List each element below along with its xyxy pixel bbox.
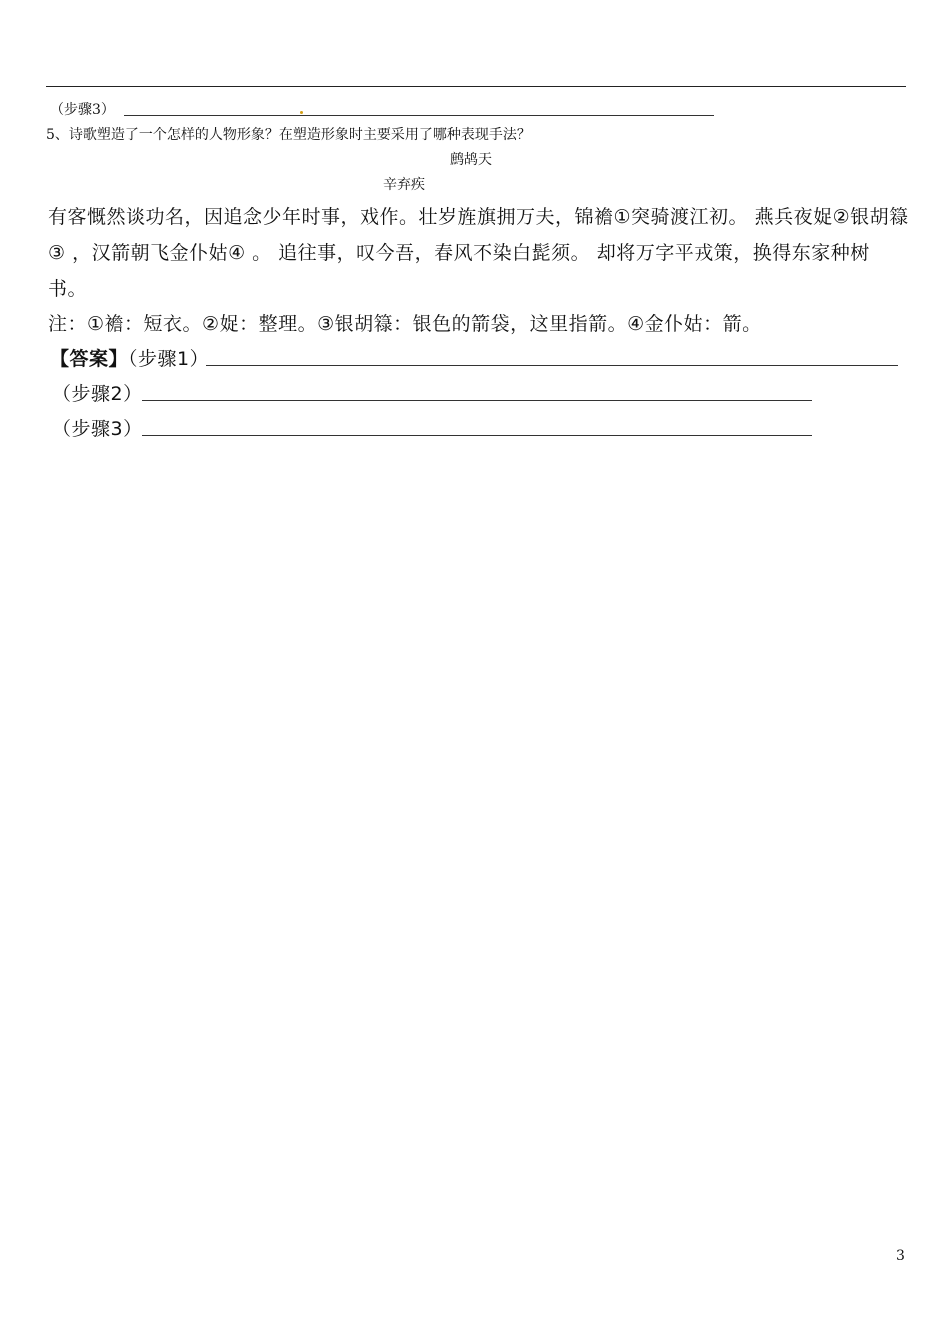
answer-step1-line[interactable] bbox=[206, 365, 898, 366]
prev-step3-label: （步骤3） bbox=[50, 102, 115, 118]
header-rule bbox=[46, 86, 906, 87]
poem-note: 注：①襜：短衣。②娖：整理。③银胡簶：银色的箭袋，这里指箭。④金仆姑：箭。 bbox=[48, 313, 762, 335]
poem-author: 辛弃疾 bbox=[383, 177, 425, 193]
answer-step3-label: （步骤3） bbox=[52, 418, 143, 440]
answer-row-1 bbox=[50, 344, 209, 371]
poem-title: 鹧鸪天 bbox=[450, 152, 492, 168]
answer-step2-line[interactable] bbox=[142, 400, 812, 401]
answer-step2-label: （步骤2） bbox=[52, 383, 143, 405]
question-text: 5、诗歌塑造了一个怎样的人物形象？在塑造形象时主要采用了哪种表现手法？ bbox=[46, 127, 531, 143]
marker-dot bbox=[300, 111, 303, 114]
answer-step3-line[interactable] bbox=[142, 435, 812, 436]
poem-line: ③ ，汉箭朝飞金仆姑④ 。 追往事，叹今吾，春风不染白髭须。 却将万字平戎策，换得东家种树 bbox=[48, 242, 870, 264]
page-number: 3 bbox=[896, 1248, 905, 1264]
answer-step1-label: （步骤1） bbox=[128, 348, 210, 370]
prev-step3-answer-line[interactable] bbox=[124, 115, 714, 116]
answer-tag: 【答案】 bbox=[50, 348, 129, 370]
poem-line: 有客慨然谈功名，因追念少年时事，戏作。壮岁旌旗拥万夫，锦襜①突骑渡江初。 燕兵夜娖②银胡簶 bbox=[48, 206, 909, 228]
poem-line: 书。 bbox=[48, 278, 88, 300]
